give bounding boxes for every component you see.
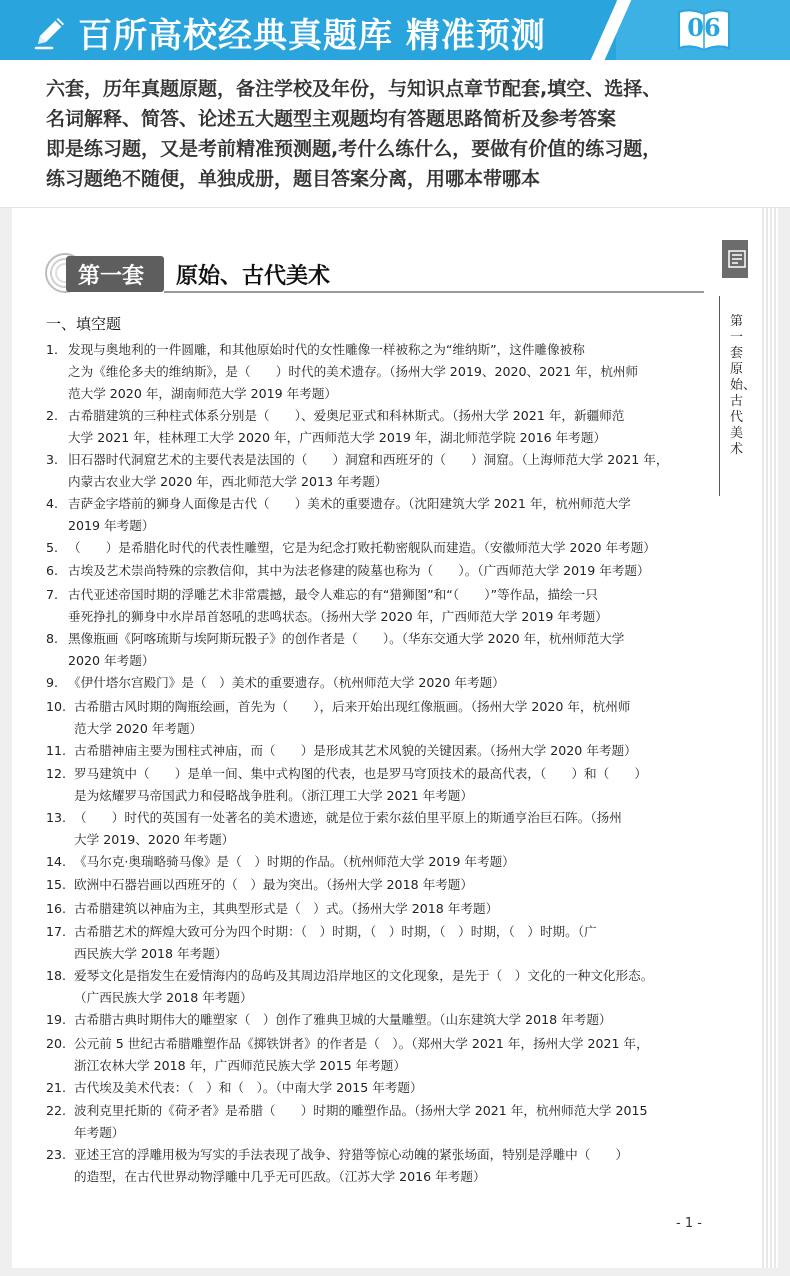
question-line [46, 515, 696, 537]
question-line [46, 987, 696, 1009]
question-item [46, 537, 696, 559]
question-number: 11. [46, 743, 67, 758]
question-line [46, 628, 696, 650]
question-text: 古希腊古风时期的陶瓶绘画，首先为（ ），后来开始出现红像瓶画。（扬州大学 2020 年，杭州师 [74, 699, 631, 714]
question-number: 14. [46, 854, 67, 869]
question-line [46, 672, 696, 694]
question-number: 20. [46, 1036, 67, 1051]
question-text: 浙江农林大学 2018 年，广西师范民族大学 2015 年考题） [74, 1058, 406, 1073]
question-text: 波利克里托斯的《荷矛者》是希腊（ ）时期的雕塑作品。（扬州大学 2021 年，杭州师范大学 2015 [74, 1103, 648, 1118]
question-line [46, 740, 696, 762]
section-title: 原始、古代美术 [176, 264, 331, 289]
question-line [46, 898, 696, 920]
question-item [46, 740, 696, 762]
question-item [46, 584, 696, 628]
question-text: 范大学 2020 年，湖南师范大学 2019 年考题） [68, 386, 338, 401]
question-line [46, 1077, 696, 1099]
question-item [46, 1077, 696, 1099]
question-number: 15. [46, 877, 67, 892]
header-banner [0, 0, 790, 60]
question-number: 16. [46, 901, 67, 916]
side-tab-label: 第一套 原始、古代美术 [730, 314, 757, 457]
question-line [46, 921, 696, 943]
question-line [46, 1166, 696, 1188]
question-item [46, 339, 696, 405]
question-line [46, 874, 696, 896]
question-item [46, 851, 696, 873]
question-item [46, 493, 696, 537]
question-line [46, 943, 696, 965]
question-text: 西民族大学 2018 年考题） [74, 946, 228, 961]
question-text: 《马尔克·奥瑞略骑马像》是（ ）时期的作品。（杭州师范大学 2019 年考题） [74, 854, 515, 869]
question-text: 年考题） [74, 1125, 125, 1140]
question-item [46, 449, 696, 493]
question-line [46, 1055, 696, 1077]
question-line [46, 650, 696, 672]
question-line [46, 807, 696, 829]
question-item [46, 405, 696, 449]
question-line [46, 537, 696, 559]
question-number: 6. [46, 563, 59, 578]
side-divider [719, 296, 720, 496]
question-text: 古代埃及美术代表：（ ）和（ ）。（中南大学 2015 年考题） [74, 1080, 423, 1095]
question-text: 2020 年考题） [68, 653, 155, 668]
question-line [46, 829, 696, 851]
question-number: 3. [46, 452, 59, 467]
question-item [46, 921, 696, 965]
question-line [46, 785, 696, 807]
question-line [46, 718, 696, 740]
page-number: - 1 - [676, 1216, 702, 1231]
question-text: 古希腊艺术的辉煌大致可分为四个时期：（ ）时期，（ ）时期，（ ）时期，（ ）时期。（广 [74, 924, 597, 939]
question-number: 7. [46, 587, 59, 602]
question-text: 发现与奥地利的一件圆雕，和其他原始时代的女性雕像一样被称之为“维纳斯”，这件雕像被称 [68, 342, 585, 357]
question-text: 古希腊神庙主要为围柱式神庙，而（ ）是形成其艺术风貌的关键因素。（扬州大学 2020 年考题） [74, 743, 637, 758]
question-number: 12. [46, 766, 67, 781]
question-text: 黑像瓶画《阿喀琉斯与埃阿斯玩骰子》的创作者是（ ）。（华东交通大学 2020 年，杭州师范大学 [68, 631, 625, 646]
question-line [46, 449, 696, 471]
section-tag-label: 第一套 [78, 264, 145, 289]
question-number: 19. [46, 1012, 67, 1027]
question-line [46, 696, 696, 718]
question-text: 古希腊建筑以神庙为主，其典型形式是（ ）式。（扬州大学 2018 年考题） [74, 901, 499, 916]
question-number: 18. [46, 968, 67, 983]
question-number: 1. [46, 342, 59, 357]
question-line [46, 361, 696, 383]
question-text: 旧石器时代洞窟艺术的主要代表是法国的（ ）洞窟和西班牙的（ ）洞窟。（上海师范大学 2021 年， [68, 452, 669, 467]
question-line [46, 763, 696, 785]
section-tag [66, 256, 164, 292]
question-item [46, 560, 696, 582]
question-number: 5. [46, 540, 59, 555]
question-text: 古埃及艺术崇尚特殊的宗教信仰，其中为法老修建的陵墓也称为（ ）。（广西师范大学 2019 年考题） [68, 563, 650, 578]
question-number: 9. [46, 675, 59, 690]
question-text: （ ）是希腊化时代的代表性雕塑，它是为纪念打败托勒密舰队而建造。（安徽师范大学 2020 年考题） [68, 540, 656, 555]
question-item [46, 628, 696, 672]
question-text: 欧洲中石器岩画以西班牙的（ ）最为突出。（扬州大学 2018 年考题） [74, 877, 473, 892]
question-item [46, 898, 696, 920]
intro-line: 名词解释、简答、论述五大题型主观题均有答题思路简析及参考答案 [46, 108, 617, 130]
question-text: 罗马建筑中（ ）是单一间、集中式构图的代表，也是罗马穹顶技术的最高代表，（ ）和（ ） [74, 766, 648, 781]
question-text: 2019 年考题） [68, 518, 155, 533]
intro-line: 六套，历年真题原题，备注学校及年份，与知识点章节配套,填空、选择、 [46, 78, 662, 100]
question-line [46, 1122, 696, 1144]
question-text: （广西民族大学 2018 年考题） [74, 990, 253, 1005]
question-text: 古代亚述帝国时期的浮雕艺术非常震撼，最令人难忘的有“猎狮图”和“（ ）”等作品，描绘一只 [68, 587, 598, 602]
question-item [46, 763, 696, 807]
question-text: 古希腊建筑的三种柱式体系分别是（ ）、爱奥尼亚式和科林斯式。（扬州大学 2021 年，新疆师范 [68, 408, 625, 423]
question-line [46, 471, 696, 493]
question-line [46, 339, 696, 361]
question-number: 13. [46, 810, 67, 825]
question-item [46, 1033, 696, 1077]
question-text: 大学 2019、2020 年考题） [74, 832, 235, 847]
book-side-icon [728, 250, 746, 268]
question-line [46, 965, 696, 987]
question-number: 23. [46, 1147, 67, 1162]
question-item [46, 1144, 696, 1188]
question-text: 吉萨金字塔前的狮身人面像是古代（ ）美术的重要遗存。（沈阳建筑大学 2021 年，杭州师范大学 [68, 496, 631, 511]
question-line [46, 1144, 696, 1166]
question-item [46, 874, 696, 896]
question-text: 是为炫耀罗马帝国武力和侵略战争胜利。（浙江理工大学 2021 年考题） [74, 788, 473, 803]
question-number: 4. [46, 496, 59, 511]
question-line [46, 383, 696, 405]
question-text: 爱琴文化是指发生在爱情海内的岛屿及其周边沿岸地区的文化现象，是先于（ ）文化的一种文化形态。 [74, 968, 654, 983]
pen-icon [30, 10, 72, 52]
question-item [46, 965, 696, 1009]
question-line [46, 560, 696, 582]
book-number: 06 [687, 13, 721, 42]
intro-line: 即是练习题，又是考前精准预测题,考什么练什么，要做有价值的练习题， [46, 138, 662, 160]
question-line [46, 606, 696, 628]
question-text: 内蒙古农业大学 2020 年，西北师范大学 2013 年考题） [68, 474, 388, 489]
section-underline [164, 291, 704, 293]
question-number: 8. [46, 631, 59, 646]
intro-line: 练习题绝不随便，单独成册，题目答案分离，用哪本带哪本 [46, 168, 541, 190]
question-text: 大学 2021 年，桂林理工大学 2020 年，广西师范大学 2019 年，湖北师范学院 2016 年考题） [68, 430, 607, 445]
question-item [46, 807, 696, 851]
question-text: 的造型，在古代世界动物浮雕中几乎无可匹敌。（江苏大学 2016 年考题） [74, 1169, 486, 1184]
question-item [46, 1100, 696, 1144]
question-line [46, 1033, 696, 1055]
question-line [46, 405, 696, 427]
question-number: 21. [46, 1080, 67, 1095]
page-edge [760, 208, 778, 1268]
question-item [46, 1009, 696, 1031]
question-text: 之为《维伦多夫的维纳斯》，是（ ）时代的美术遗存。（扬州大学 2019、2020、2021 年，杭州师 [68, 364, 639, 379]
part-title: 一、填空题 [46, 315, 122, 333]
question-line [46, 851, 696, 873]
question-text: 垂死挣扎的狮身中水岸昂首怒吼的悲鸣状态。（扬州大学 2020 年，广西师范大学 2019 年考题） [68, 609, 608, 624]
question-item [46, 672, 696, 694]
question-line [46, 1100, 696, 1122]
question-line [46, 584, 696, 606]
question-line [46, 493, 696, 515]
question-number: 2. [46, 408, 59, 423]
question-number: 22. [46, 1103, 67, 1118]
banner-title: 百所高校经典真题库 精准预测 [78, 16, 546, 56]
question-item [46, 696, 696, 740]
question-text: 公元前 5 世纪古希腊雕塑作品《掷铁饼者》的作者是（ ）。（郑州大学 2021 年，扬州大学 2021 年， [74, 1036, 649, 1051]
question-line [46, 427, 696, 449]
question-text: 范大学 2020 年考题） [74, 721, 203, 736]
question-text: 古希腊古典时期伟大的雕塑家（ ）创作了雅典卫城的大量雕塑。（山东建筑大学 2018 年考题） [74, 1012, 612, 1027]
question-text: （ ）时代的英国有一处著名的美术遗迹，就是位于索尔兹伯里平原上的斯通亨治巨石阵。（扬州 [74, 810, 622, 825]
intro-panel [0, 60, 790, 208]
question-number: 17. [46, 924, 67, 939]
question-line [46, 1009, 696, 1031]
question-text: 《伊什塔尔宫殿门》是（ ）美术的重要遗存。（杭州师范大学 2020 年考题） [68, 675, 505, 690]
question-text: 亚述王宫的浮雕用极为写实的手法表现了战争、狩猎等惊心动魄的紧张场面，特别是浮雕中（ ） [74, 1147, 629, 1162]
question-number: 10. [46, 699, 67, 714]
